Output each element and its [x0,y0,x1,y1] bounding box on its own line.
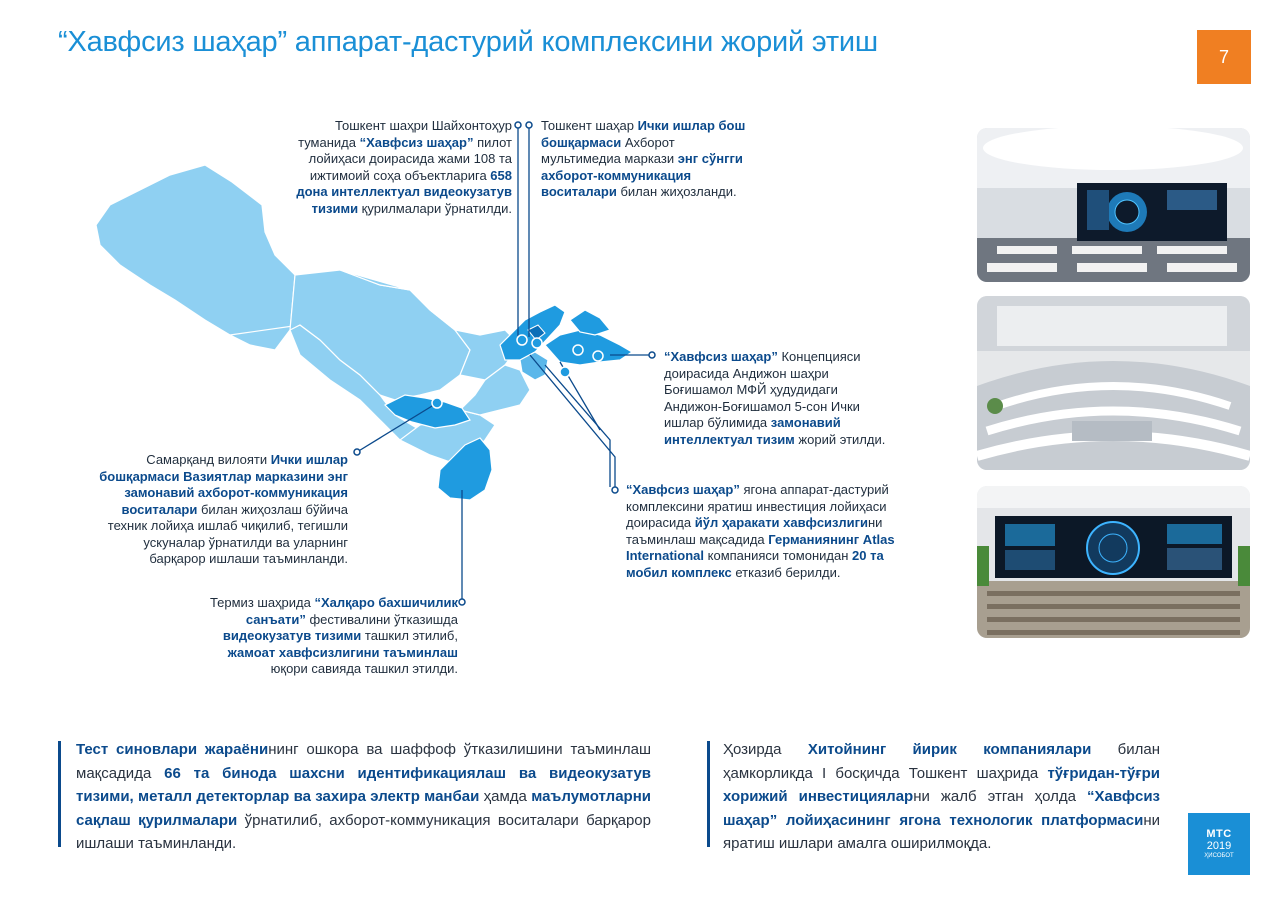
emphasis-text: тўғридан-тўғри хорижий инвестициялар [723,764,1160,805]
emphasis-text: бошқармаси Вазиятлар марказини энг [99,468,348,484]
body-text: нинг ошкора ва шаффоф ўтказилишини таъминлаш мақсадида [76,741,651,782]
body-text: жорий этилди. [794,431,886,447]
map-point-tashkent [517,335,527,345]
body-text: етказиб берилди. [731,564,841,580]
emphasis-text: “Хавфсиз шаҳар” [359,134,474,150]
emphasis-text: “Хавфсиз шаҳар” лойиҳасининг ягона технологик платформаси [723,788,1160,829]
body-text: қурилмалари ўрнатилди. [358,200,512,216]
body-text: юқори савияда ташкил этилди. [270,661,458,676]
marker-samarkand [354,449,360,455]
emphasis-text: Ички ишлар [270,452,348,467]
emphasis-text: замонавий [770,415,841,430]
map-point-samarkand [432,398,442,408]
body-text: таъминлаш мақсадида [626,531,769,547]
emphasis-text: дона интеллектуал видеокузатув [296,184,512,199]
map-region-fergana [545,330,632,365]
body-text: Ахборот [621,134,675,150]
body-text: Ҳозирда [723,741,808,758]
body-text: ягона аппарат-дастурий [739,482,889,497]
body-text: ташкил этилиб, [361,628,458,643]
emphasis-text: “Хавфсиз шаҳар” [626,482,740,497]
marker-ichki-top [526,122,532,128]
emphasis-text: энг сўнгги [677,151,743,166]
callout-tashkent-ichki-ishlar [541,118,781,201]
callout-termiz [158,595,458,678]
body-text: ҳамда [479,788,532,805]
body-text: ни яратиш ишлари амалга оширилмоқда. [723,811,1160,852]
emphasis-text: бошқармаси [541,134,622,150]
body-text: ни жалб этган ҳолда [913,788,1087,805]
emphasis-text: жамоат хавфсизлигини таъминлаш [227,644,458,660]
left-text-accent-bar [58,741,61,847]
page-title: “Хавфсиз шаҳар” аппарат-дастурий комплексини жорий этиш [58,26,878,58]
body-text: техник лойиҳа ишлаб чиқилиб, тегишли [107,518,348,533]
logo-line2: 2019 [1206,839,1232,852]
emphasis-text: замонавий ахборот-коммуникация [124,485,348,500]
emphasis-text: тизими [311,200,359,216]
emphasis-text: воситалари [121,501,198,517]
marker-andijan [649,352,655,358]
body-text: Тошкент шаҳри Шайхонтоҳур [335,118,512,133]
body-text: компанияси томонидан [704,548,853,563]
map-point-tashkent-2 [532,338,542,348]
emphasis-text: 66 та бинода шахсни идентификациялаш ва видеокузатув тизими, металл детекторлар ва захира электр манбаи [76,764,652,805]
map-point-andijan [593,351,603,361]
marker-termiz [459,599,465,605]
emphasis-text: Германиянинг Atlas [768,531,895,547]
body-text: доирасида [626,515,695,530]
emphasis-text: мобил комплекс [626,564,732,580]
body-text: пилот [473,134,512,150]
marker-shayx-top [515,122,521,128]
emphasis-text: “Халқаро бахшичилик [314,595,458,610]
body-text: фестивалини ўтказишда [305,611,458,627]
emphasis-text: интеллектуал тизим [664,431,795,447]
page-number-badge: 7 [1197,30,1251,84]
body-text: Андижон-Боғишамол 5-сон Ички [664,398,860,414]
control-room-photo-3 [977,486,1250,638]
body-text: ўрнатилиб, ахборот-коммуникация воситалари барқарор ишлаши таъминланди. [76,811,651,852]
callout-atlas-international [626,482,936,581]
body-text: Боғишамол МФЙ ҳудудидаги [664,382,838,397]
body-text: Тошкент шаҳар [541,118,638,133]
callout-andijan [664,349,904,448]
body-text: билан жиҳозлаш бўйича [197,501,348,517]
body-text: Термиз шаҳрида [209,595,315,610]
body-text: мультимедиа маркази [541,151,678,166]
body-text: билан ҳамкорликда I босқичда Тошкент шаҳрида [723,741,1160,782]
emphasis-text: 20 та [852,548,884,563]
control-room-photo-1 [977,128,1250,282]
marker-atlas [612,487,618,493]
emphasis-text: International [626,548,705,563]
bottom-text-right [723,738,1160,856]
body-text: лойиҳаси доирасида жами 108 та [308,151,512,166]
callout-tashkent-shayxontohur [250,118,512,217]
body-text: доирасида Андижон шаҳри [664,365,829,381]
logo-line3: ҲИСОБОТ [1204,852,1234,859]
control-room-photo-2 [977,296,1250,470]
emphasis-text: йўл ҳаракати хавфсизлиги [694,515,868,530]
emphasis-text: Тест синовлари жараёни [76,741,269,758]
map-point-syrdarya [560,367,570,377]
map-region-navoi [290,270,470,400]
body-text: ижтимоий соҳа объектларига [309,167,491,183]
emphasis-text: “Хавфсиз шаҳар” [664,349,778,364]
body-text: ни [868,515,883,530]
bottom-text-left [76,738,651,856]
body-text: ускуналар ўрнатилди ва уларнинг [143,534,348,550]
right-text-accent-bar [707,741,710,847]
body-text: комплексини яратиш инвестиция лойиҳаси [626,498,887,514]
body-text: ишлар бўлимида [664,415,771,430]
emphasis-text: воситалари [541,184,617,199]
emphasis-text: Хитойнинг йирик компаниялари [807,741,1092,758]
emphasis-text: маълумотларни сақлаш қурилмалари [76,788,651,829]
map-point-fergana [573,345,583,355]
emphasis-text: санъати” [245,611,306,627]
logo-line1: МТС [1206,827,1232,840]
emphasis-text: видеокузатув тизими [222,628,362,643]
body-text: Концепцияси [777,349,861,364]
body-text: барқарор ишлаши таъминланди. [149,551,348,566]
body-text: туманида [298,134,360,150]
emphasis-text: ахборот-коммуникация [541,167,692,183]
body-text: Самарқанд вилояти [146,452,271,467]
callout-samarkand [56,452,348,568]
report-logo [1188,813,1250,875]
emphasis-text: 658 [490,167,512,183]
body-text: билан жиҳозланди. [616,184,737,199]
emphasis-text: Ички ишлар бош [637,118,746,133]
